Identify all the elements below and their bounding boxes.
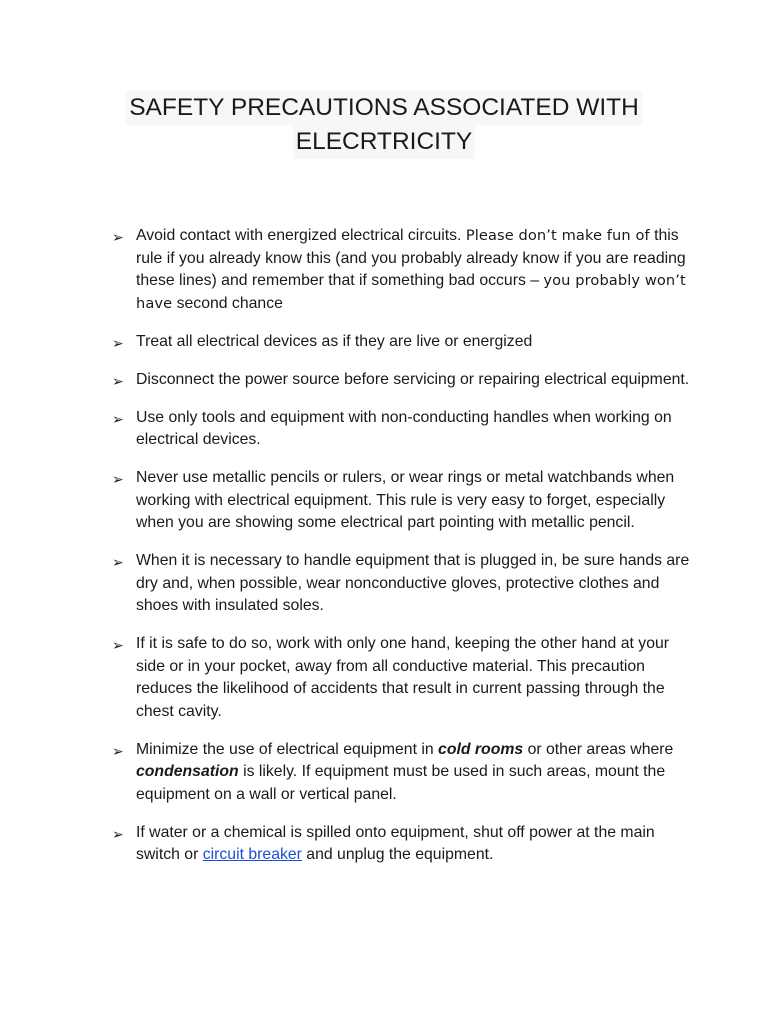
arrow-bullet-icon: ➢ <box>112 742 124 759</box>
arrow-bullet-icon: ➢ <box>112 334 124 351</box>
item-text: If it is safe to do so, work with only one hand, keeping the other hand at your side or in your pocket, away from all conductive material. This precaution reduces the likelihood of accidents that result in current passing through the chest cavity. <box>136 635 670 720</box>
list-item <box>112 331 692 354</box>
item-text: Avoid contact with energized electrical circuits. <box>136 227 466 244</box>
item-text: Minimize the use of electrical equipment in <box>136 740 439 758</box>
item-text: Treat all electrical devices as if they are live or energized <box>136 332 533 350</box>
arrow-bullet-icon: ➢ <box>112 637 124 653</box>
list-item <box>112 739 692 807</box>
item-text: If water or a chemical is spilled onto equipment, shut off power at the main switch or <box>136 823 655 863</box>
list-item <box>112 822 692 867</box>
list-item <box>112 633 692 723</box>
list-item <box>112 550 692 618</box>
list-item <box>112 369 692 392</box>
list-item <box>112 407 692 452</box>
circuit-breaker-link[interactable]: circuit breaker <box>202 846 302 863</box>
arrow-bullet-icon: ➢ <box>112 825 124 842</box>
arrow-bullet-icon: ➢ <box>112 410 124 427</box>
item-text: Never use metallic pencils or rulers, or wear rings or metal watchbands when working with electrical equipment. This rule is very easy to forget, especially when you are showing some electrical part pointing with metallic pencil. <box>136 469 675 531</box>
arrow-bullet-icon: ➢ <box>112 229 124 245</box>
item-text: or other areas where <box>523 740 674 758</box>
arrow-bullet-icon: ➢ <box>112 372 124 389</box>
item-text: is likely. If equipment must be used in such areas, mount the equipment on a wall or vertical panel. <box>136 763 666 803</box>
list-item <box>112 225 692 315</box>
item-text-emphasis: cold rooms <box>438 740 524 758</box>
item-text-soft: you probably won’t have <box>136 272 686 312</box>
item-text: and unplug the equipment. <box>301 846 494 863</box>
page-title-line-2: ELECRTRICITY <box>293 125 476 159</box>
arrow-bullet-icon: ➢ <box>112 471 124 487</box>
item-text-soft: Please don’t make fun of <box>465 227 650 244</box>
item-text: Disconnect the power source before servicing or repairing electrical equipment. <box>136 370 690 388</box>
precautions-list <box>112 225 692 882</box>
arrow-bullet-icon: ➢ <box>112 554 124 570</box>
list-item <box>112 467 692 535</box>
item-text: When it is necessary to handle equipment that is plugged in, be sure hands are dry and, when possible, wear nonconductive gloves, protective clothes and shoes with insulated soles. <box>136 552 690 614</box>
item-text-emphasis: condensation <box>136 763 239 780</box>
page-title <box>0 91 768 159</box>
page-title-line-1: SAFETY PRECAUTIONS ASSOCIATED WITH <box>126 91 642 125</box>
item-text: second chance <box>172 294 283 312</box>
item-text: this rule if you already know this (and you probably already know if you are reading these lines) and remember that if something bad occurs – <box>136 227 686 289</box>
item-text: Use only tools and equipment with non-conducting handles when working on electrical devices. <box>136 408 672 448</box>
